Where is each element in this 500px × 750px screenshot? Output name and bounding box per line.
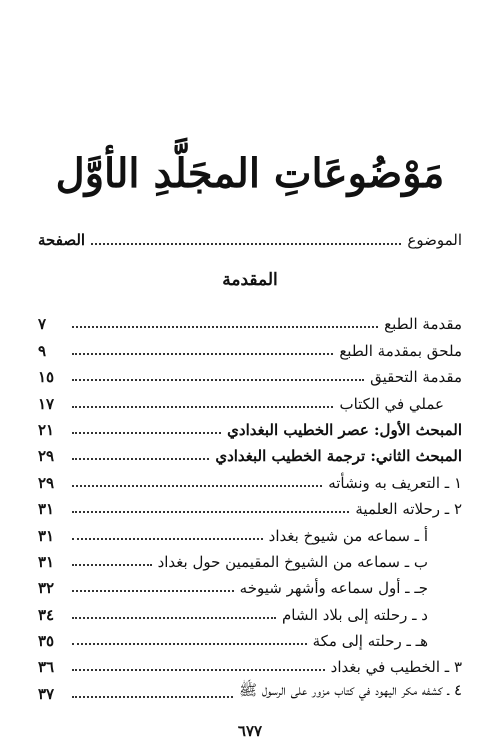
toc-entry-title: ٢ ـ رحلاته العلمية bbox=[355, 500, 462, 519]
toc-entry-page: ٣١ bbox=[38, 552, 55, 571]
toc-entry-title: ٣ ـ الخطيب في بغداد bbox=[330, 658, 462, 677]
toc-entry-page: ٩ bbox=[38, 341, 47, 360]
toc-entry bbox=[38, 360, 462, 386]
toc-entry bbox=[38, 545, 462, 571]
toc-entry bbox=[38, 492, 462, 518]
topic-column-label: الموضوع bbox=[407, 231, 462, 249]
leader-dots bbox=[72, 589, 234, 592]
toc-entry bbox=[38, 518, 462, 544]
toc-entry bbox=[38, 676, 462, 702]
toc-entry-page: ١٧ bbox=[38, 394, 55, 413]
toc-entry-page: ١٥ bbox=[38, 368, 55, 387]
toc-entry bbox=[38, 333, 462, 359]
toc-entry-page: ٣١ bbox=[38, 500, 55, 519]
leader-dots bbox=[72, 616, 276, 619]
toc-entry-title: مقدمة الطبع bbox=[384, 315, 462, 334]
leader-dots bbox=[72, 352, 333, 355]
leader-dots bbox=[72, 510, 349, 513]
toc-entry-page: ٣٦ bbox=[38, 658, 55, 677]
toc-entry-page: ٣٤ bbox=[38, 605, 55, 624]
toc-entry-page: ٣٢ bbox=[38, 579, 55, 598]
toc-entry-title: أ ـ سماعه من شيوخ بغداد bbox=[268, 526, 428, 545]
page-number: ٦٧٧ bbox=[237, 722, 263, 740]
section-heading: المقدمة bbox=[222, 270, 278, 290]
toc-entry-title: عملي في الكتاب bbox=[339, 394, 444, 413]
toc-entry-title: ١ ـ التعريف به ونشأته bbox=[328, 473, 462, 492]
toc-entry-title: ملحق بمقدمة الطبع bbox=[339, 341, 462, 360]
leader-dots bbox=[72, 431, 221, 434]
leader-dots bbox=[72, 642, 307, 645]
volume-contents-title: مَوْضُوعَاتِ المجَلَّدِ الأوَّل bbox=[55, 150, 445, 197]
toc-entry bbox=[38, 597, 462, 623]
toc-entry-title: هـ ـ رحلته إلى مكة bbox=[312, 632, 428, 651]
toc-entry bbox=[38, 650, 462, 676]
leader-dots bbox=[72, 405, 333, 408]
toc-entry bbox=[38, 386, 462, 412]
toc-list bbox=[38, 307, 462, 703]
header-leader-dots bbox=[91, 242, 401, 245]
leader-dots bbox=[72, 484, 322, 487]
toc-entry-title: المبحث الأول: عصر الخطيب البغدادي bbox=[227, 420, 462, 439]
toc-entry-title: د ـ رحلته إلى بلاد الشام bbox=[282, 605, 428, 624]
toc-entry bbox=[38, 465, 462, 491]
toc-entry-title: جـ ـ أول سماعه وأشهر شيوخه bbox=[239, 579, 428, 598]
leader-dots bbox=[72, 378, 364, 381]
toc-entry-page: ٣١ bbox=[38, 526, 55, 545]
toc-entry-page: ٣٥ bbox=[38, 632, 55, 651]
toc-entry bbox=[38, 571, 462, 597]
toc-entry-title: ب ـ سماعه من الشيوخ المقيمين حول بغداد bbox=[157, 552, 428, 571]
toc-entry-page: ٢٩ bbox=[38, 473, 55, 492]
leader-dots bbox=[72, 457, 209, 460]
toc-entry-title: المبحث الثاني: ترجمة الخطيب البغدادي bbox=[215, 447, 462, 466]
leader-dots bbox=[72, 325, 378, 328]
toc-entry bbox=[38, 413, 462, 439]
leader-dots bbox=[72, 668, 325, 671]
toc-entry bbox=[38, 624, 462, 650]
leader-dots bbox=[72, 695, 233, 698]
toc-entry-title: ٤ ـ كشفه مكر اليهود في كتاب مزور على الرسول ﷺ bbox=[239, 680, 462, 699]
leader-dots bbox=[72, 563, 152, 566]
leader-dots bbox=[72, 537, 263, 540]
toc-entry-page: ٢١ bbox=[38, 420, 55, 439]
toc-entry-page: ٣٧ bbox=[38, 684, 55, 703]
toc-header bbox=[38, 227, 462, 249]
toc-entry-page: ٢٩ bbox=[38, 447, 55, 466]
toc-entry-page: ٧ bbox=[38, 315, 47, 334]
toc-entry bbox=[38, 307, 462, 333]
toc-entry-title: مقدمة التحقيق bbox=[370, 368, 462, 387]
page-column-label: الصفحة bbox=[38, 231, 86, 249]
toc-entry bbox=[38, 439, 462, 465]
